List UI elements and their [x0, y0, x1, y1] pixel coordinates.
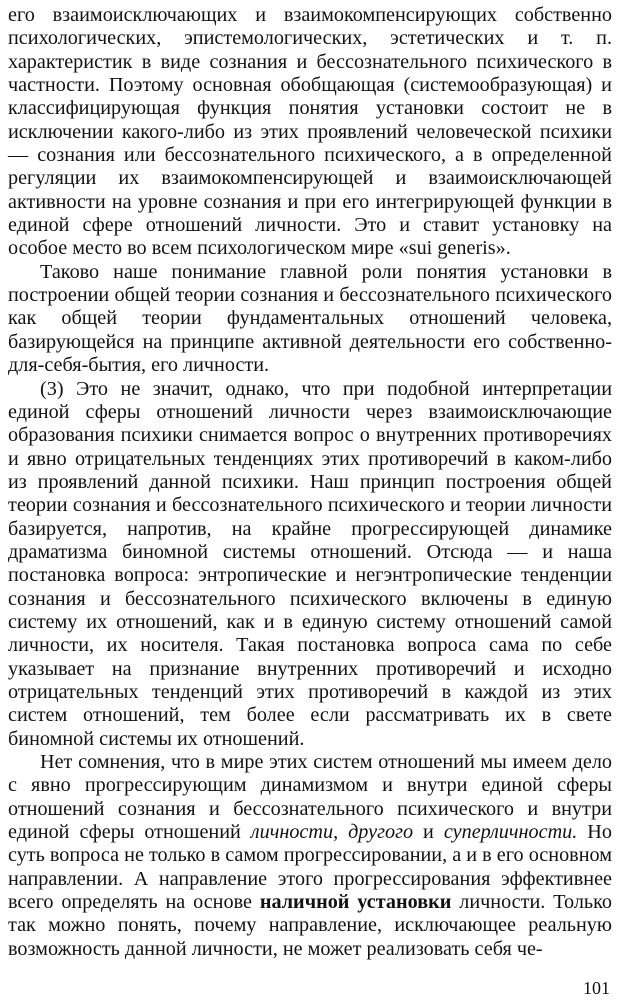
paragraph-4-bold-setting: наличной установки: [259, 891, 452, 914]
paragraph-4-text-g: личности. Только так можно понять, почему направление, исключающее реальную возможность данной личности, не может реализовать себя че-: [8, 891, 612, 960]
page-number: 101: [583, 978, 610, 998]
paragraph-2: Таково наше понимание главной роли понятия установки в построении общей теории сознания и бессознательного психического как общей теории фундаментальных отношений человека, базирующейся на принципе активной деятельности его собственно-для-себя-бытия, его личности.: [8, 260, 612, 377]
paragraph-4-text-a: Нет сомнения, что в мире этих систем отношений мы имеем дело с явно прогрессирующим динамизмом и внутри единой сферы отношений сознания и бессознательного психического и внутри единой сферы отношений: [8, 751, 612, 844]
paragraph-4-text-c: и: [413, 821, 444, 844]
paragraph-4-italic-personality: личности, другого: [250, 821, 414, 844]
paragraph-4-text-e: Но суть вопроса не только в самом прогрессировании, а и в его основном направлении. А направление этого прогрессирования эффективнее всего определять на основе: [8, 821, 612, 914]
paragraph-4: [8, 751, 612, 961]
paragraph-4-italic-superpersonality: суперличности.: [443, 821, 578, 844]
paragraph-1: его взаимоисключающих и взаимокомпенсирующих собственно психологических, эпистемологических, эстетических и т. п. характеристик в виде сознания и бессознательного психического в частности. Поэтому основная обобщающая (системообразующая) и классифицирующая функция понятия установки состоит не в исключении какого-либо из этих проявлений человеческой психики — сознания или бессознательного психического, а в определенной регуляции их взаимокомпенсирующей и взаимоисключающей активности на уровне сознания и при его интегрирующей функции в единой сфере отношений личности. Это и ставит установку на особое место во всем психологическом мире «sui generis».: [8, 4, 612, 260]
paragraph-3: (3) Это не значит, однако, что при подобной интерпретации единой сферы отношений личности через взаимоисключающие образования психики снимается вопрос о внутренних противоречиях и явно отрицательных тенденциях этих противоречий в каком-либо из проявлений данной психики. Наш принцип построения общей теории сознания и бессознательного психического и теории личности базируется, напротив, на крайне прогрессирующей динамике драматизма биномной системы отношений. Отсюда — и наша постановка вопроса: энтропические и негэнтропические тенденции сознания и бессознательного психического включены в единую систему их отношений, как и в единую систему отношений самой личности, их носителя. Такая постановка вопроса сама по себе указывает на признание внутренних противоречий и исходно отрицательных тенденций этих противоречий в каждой из этих систем отношений, тем более если рассматривать их в свете биномной системы их отношений.: [8, 377, 612, 750]
